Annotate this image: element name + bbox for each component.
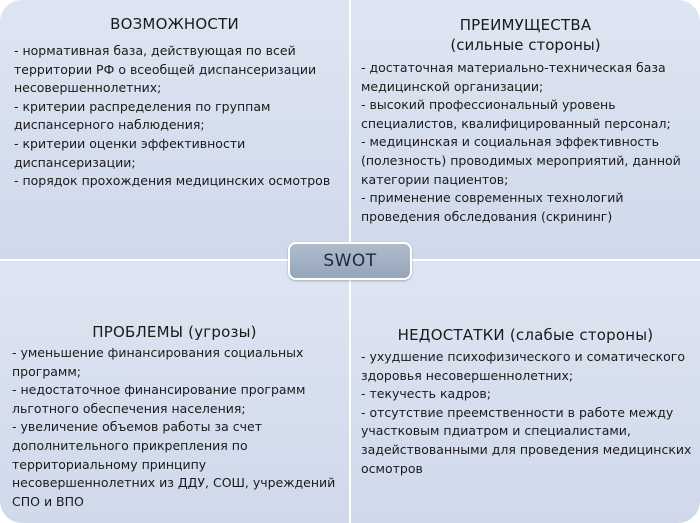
strengths-subtitle: (сильные стороны) — [450, 36, 601, 54]
quadrant-weaknesses — [351, 261, 700, 523]
list-item: - медицинская и социальная эффективность (полезность) проводимых мероприятий, данной категории пациентов; — [361, 134, 681, 187]
quadrant-opportunities — [0, 0, 349, 259]
threats-list — [12, 344, 343, 511]
list-item: - критерии распределения по группам диспансерного наблюдения; — [14, 98, 271, 133]
list-item: - критерии оценки эффективности диспансеризации; — [14, 135, 246, 170]
list-item: - уменьшение финансирования социальных программ; — [12, 345, 304, 379]
list-item: - высокий профессиональный уровень специалистов, квалифицированный персонал; — [361, 97, 671, 131]
list-item: - применение современных технологий проведения обследования (скрининг) — [361, 190, 624, 224]
list-item: - нормативная база, действующая по всей территории РФ о всеобщей диспансеризации несовершеннолетних; — [14, 43, 317, 96]
weaknesses-title: НЕДОСТАТКИ (слабые стороны) — [397, 326, 654, 344]
list-item: - увеличение объемов работы за счет дополнительного прикрепления по территориальному принципу несовершеннолетних из ДДУ, СОШ, учреждений СПО и ВПО — [12, 419, 336, 509]
strengths-list — [361, 59, 694, 226]
quadrant-strengths — [351, 0, 700, 259]
opportunities-list — [14, 42, 341, 191]
weaknesses-list — [361, 348, 694, 478]
list-item: - ухудшение психофизического и соматического здоровья несовершеннолетних; — [361, 349, 686, 383]
swot-center-label: SWOT — [288, 242, 412, 280]
opportunities-title: ВОЗМОЖНОСТИ — [110, 15, 239, 33]
list-item: - недостаточное финансирование программ льготного обеспечения населения; — [12, 382, 306, 416]
list-item: - отсутствие преемственности в работе между участковым пдиатром и специалистами, задействованными для проведения медицинских осмотров — [361, 404, 692, 476]
strengths-title: ПРЕИМУЩЕСТВА — [459, 16, 592, 34]
list-item: - достаточная материально-техническая база медицинской организации; — [361, 60, 666, 94]
list-item: - текучесть кадров; — [361, 386, 491, 402]
list-item: - порядок прохождения медицинских осмотров — [14, 173, 331, 189]
quadrant-threats — [0, 261, 349, 523]
threats-title: ПРОБЛЕМЫ (угрозы) — [92, 323, 257, 341]
